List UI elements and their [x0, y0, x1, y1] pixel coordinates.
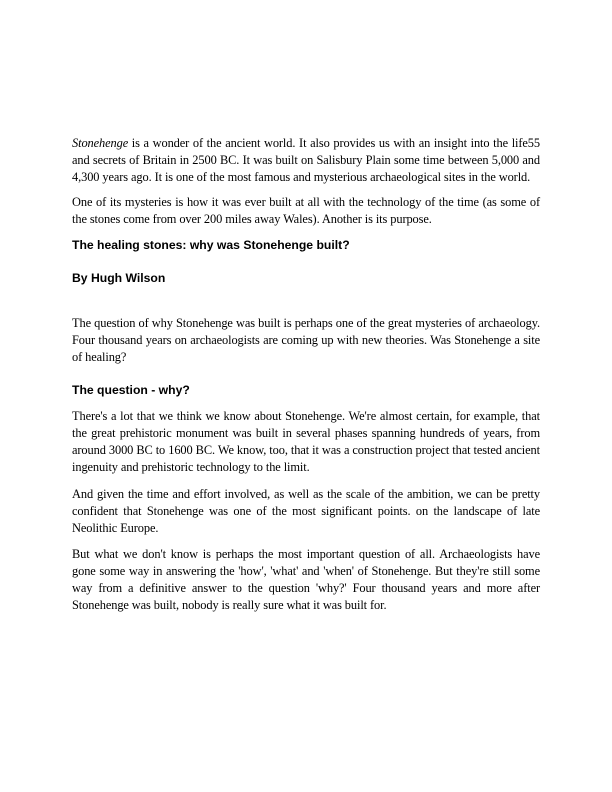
intro-paragraph-1-text: is a wonder of the ancient world. It also provides us with an insight into the life55 and secrets of Britain in 2500 BC. It was built on Salisbury Plain some time between 5,000 and 4,300 years ago. It is one of the most famous and mysterious archaeological sites in the world.: [72, 136, 540, 184]
byline: By Hugh Wilson: [72, 271, 166, 285]
article-title: The healing stones: why was Stonehenge built?: [72, 238, 350, 252]
body-paragraph-2: And given the time and effort involved, as well as the scale of the ambition, we can be pretty confident that Stonehenge was one of the most significant points. on the landscape of late Neolithic Europe.: [72, 487, 540, 535]
body-paragraph-3: But what we don't know is perhaps the most important question of all. Archaeologists have gone some way in answering the 'how', 'what' and 'when' of Stonehenge. But they're still some way from a definitive answer to the question 'why?' Four thousand years and more after Stonehenge was built, nobody is really sure what it was built for.: [72, 547, 540, 612]
lead-paragraph: The question of why Stonehenge was built is perhaps one of the great mysteries of archaeology. Four thousand years on archaeologists are coming up with new theories. Was Stonehenge a site of healing?: [72, 316, 540, 364]
intro-paragraph-1: [72, 135, 540, 186]
body-paragraph-1: There's a lot that we think we know about Stonehenge. We're almost certain, for example, that the great prehistoric monument was built in several phases spanning hundreds of years, from around 3000 BC to 1600 BC. We know, too, that it was a construction project that tested ancient ingenuity and prehistoric technology to the limit.: [72, 409, 540, 474]
stonehenge-italic: Stonehenge: [72, 136, 129, 150]
section-heading: The question - why?: [72, 383, 190, 397]
intro-paragraph-2: One of its mysteries is how it was ever built at all with the technology of the time (as some of the stones come from over 200 miles away Wales). Another is its purpose.: [72, 195, 540, 226]
